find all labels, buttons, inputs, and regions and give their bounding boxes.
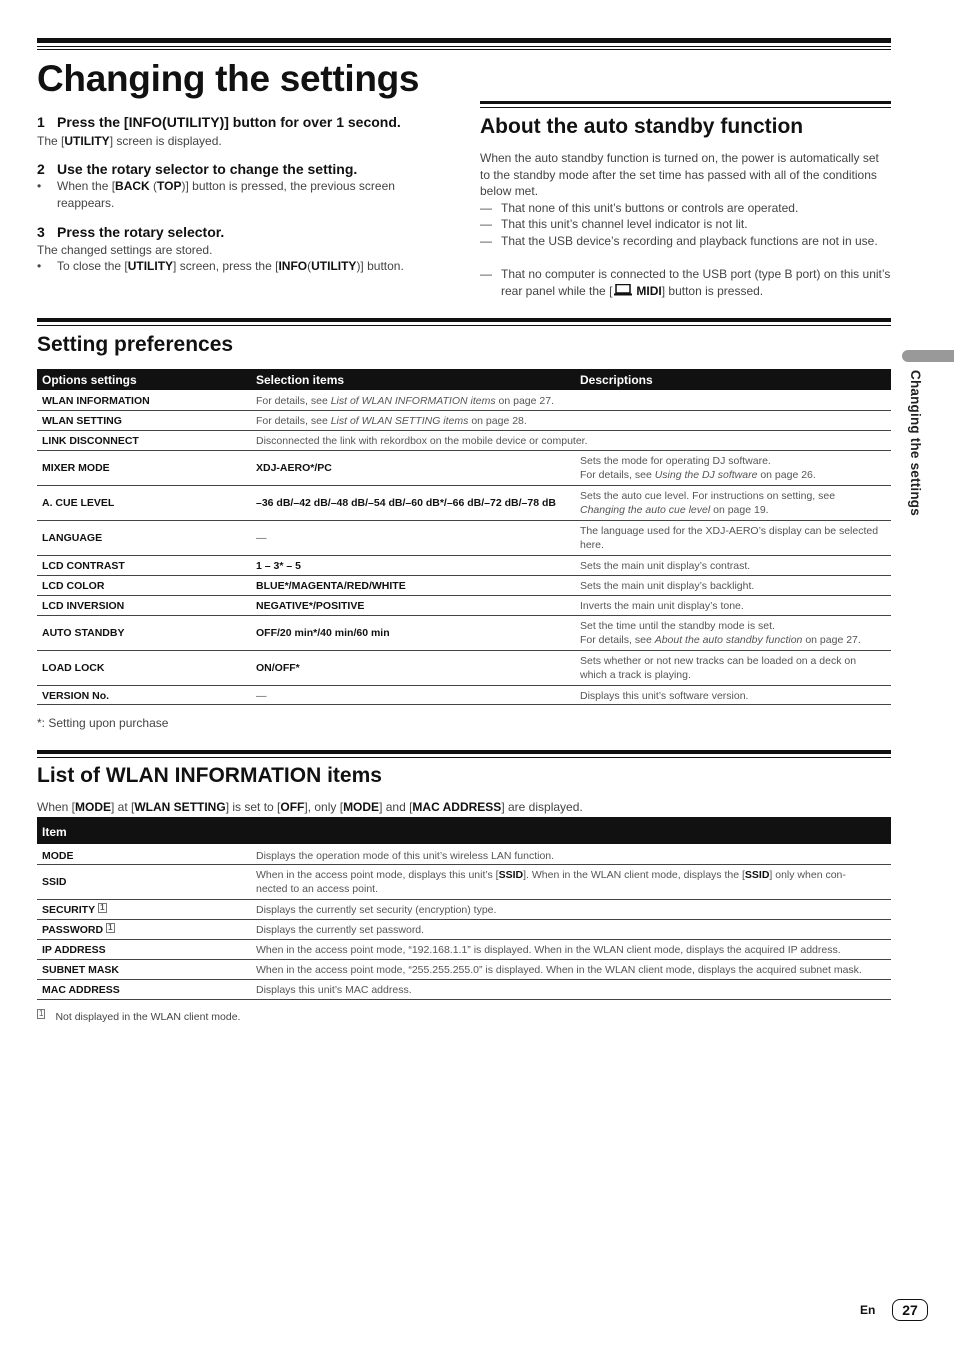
step-3-heading: 3 Press the rotary selector.: [37, 224, 225, 240]
step-2-bullet: • When the [BACK (TOP)] button is pressed, the previous screen reappears.: [37, 179, 395, 210]
table-row: LCD COLOR BLUE*/MAGENTA/RED/WHITE Sets the main unit display’s backlight.: [37, 576, 891, 596]
table-row: MAC ADDRESS Displays this unit’s MAC address.: [37, 980, 891, 1000]
col-descriptions: Descriptions: [580, 373, 653, 387]
prefs-table-header: [37, 369, 891, 390]
col-options: Options settings: [42, 373, 137, 387]
prefs-rule-thin: [37, 325, 891, 326]
table-row: WLAN INFORMATION For details, see List of WLAN INFORMATION items on page 27.: [37, 390, 891, 411]
top-rule-thin: [37, 46, 891, 47]
top-rule-thick: [37, 38, 891, 43]
prefs-heading: Setting preferences: [37, 333, 234, 356]
table-row: IP ADDRESS When in the access point mode, “192.168.1.1” is displayed. When in the WLAN client mode, displays the acquired IP address.: [37, 940, 891, 960]
step-3-bullet: • To close the [UTILITY] screen, press the [INFO(UTILITY)] button.: [37, 259, 404, 273]
footnote-marker: 1: [100, 903, 105, 912]
step-1-text: The [UTILITY] screen is displayed.: [37, 134, 222, 148]
table-row: LANGUAGE — The language used for the XDJ-AERO’s display can be selected here.: [37, 521, 891, 556]
page-title: Changing the settings: [37, 58, 420, 99]
table-row: VERSION No. — Displays this unit’s software version.: [37, 686, 891, 705]
wlan-rule: [37, 750, 891, 754]
wlan-footnote: 1 Not displayed in the WLAN client mode.: [39, 1009, 241, 1023]
page-number: 27: [892, 1299, 928, 1321]
table-row: LINK DISCONNECT Disconnected the link with rekordbox on the mobile device or computer.: [37, 431, 891, 451]
table-row: A. CUE LEVEL –36 dB/–42 dB/–48 dB/–54 dB/–60 dB*/–66 dB/–72 dB/–78 dB Sets the auto cue level. For instructions on setting, see Changing the auto cue level on page 19.: [37, 486, 891, 521]
side-tab-label: Changing the settings: [908, 370, 923, 516]
condition-item: — That none of this unit’s buttons or controls are operated.: [480, 201, 799, 215]
table-row: SECURITY 1 Displays the currently set security (encryption) type.: [37, 900, 891, 920]
prefs-footnote: *: Setting upon purchase: [37, 716, 169, 730]
auto-standby-rule-thin: [480, 107, 891, 108]
condition-item: — That the USB device’s recording and playback functions are not in use.: [480, 234, 878, 248]
wlan-rule-thin: [37, 757, 891, 758]
side-tab-marker: [902, 350, 954, 362]
condition-item: — That this unit’s channel level indicator is not lit.: [480, 217, 748, 231]
auto-standby-heading: About the auto standby function: [480, 115, 804, 138]
table-row: LCD INVERSION NEGATIVE*/POSITIVE Inverts the main unit display’s tone.: [37, 596, 891, 616]
computer-icon: [614, 284, 632, 296]
table-row: LCD CONTRAST 1 – 3* – 5 Sets the main unit display’s contrast.: [37, 556, 891, 576]
footnote-marker: 1: [108, 923, 113, 932]
table-row: SSID When in the access point mode, displays this unit’s [SSID]. When in the WLAN client mode, displays the [SSID] only when con- nected to an access point.: [37, 865, 891, 900]
language-code: En: [860, 1303, 876, 1317]
step-2-heading: 2 Use the rotary selector to change the setting.: [37, 161, 358, 177]
step-3-text: The changed settings are stored.: [37, 243, 213, 257]
prefs-rule: [37, 318, 891, 322]
step-1-heading: 1 Press the [INFO(UTILITY)] button for over 1 second.: [37, 114, 401, 130]
top-rule-thin-2: [37, 49, 891, 50]
table-row: MIXER MODE XDJ-AERO*/PC Sets the mode for operating DJ software. For details, see Using the DJ software on page 26.: [37, 451, 891, 486]
table-row: MODE Displays the operation mode of this unit’s wireless LAN function.: [37, 845, 891, 865]
table-row: WLAN SETTING For details, see List of WLAN SETTING items on page 28.: [37, 411, 891, 431]
table-row: PASSWORD 1 Displays the currently set password.: [37, 920, 891, 940]
condition-item: — That no computer is connected to the USB port (type B port) on this unit’s rear panel while the [ MIDI] button is pressed.: [480, 267, 891, 298]
col-selection: Selection items: [256, 373, 345, 387]
wlan-heading: List of WLAN INFORMATION items: [37, 764, 382, 787]
table-row: AUTO STANDBY OFF/20 min*/40 min/60 min Set the time until the standby mode is set. For details, see About the auto standby function on page 27.: [37, 616, 891, 651]
auto-standby-rule: [480, 101, 891, 104]
wlan-table-header: [37, 817, 891, 844]
auto-standby-intro: When the auto standby function is turned on, the power is automatically set to the standby mode after the set time has passed with all of the conditions below met.: [480, 151, 879, 198]
table-row: SUBNET MASK When in the access point mode, “255.255.255.0” is displayed. When in the WLAN client mode, displays the acquired subnet mask.: [37, 960, 891, 980]
table-row: LOAD LOCK ON/OFF* Sets whether or not new tracks can be loaded on a deck on which a track is playing.: [37, 651, 891, 686]
wlan-intro: When [MODE] at [WLAN SETTING] is set to [OFF], only [MODE] and [MAC ADDRESS] are displayed.: [37, 800, 583, 814]
col-item: Item: [42, 825, 67, 839]
